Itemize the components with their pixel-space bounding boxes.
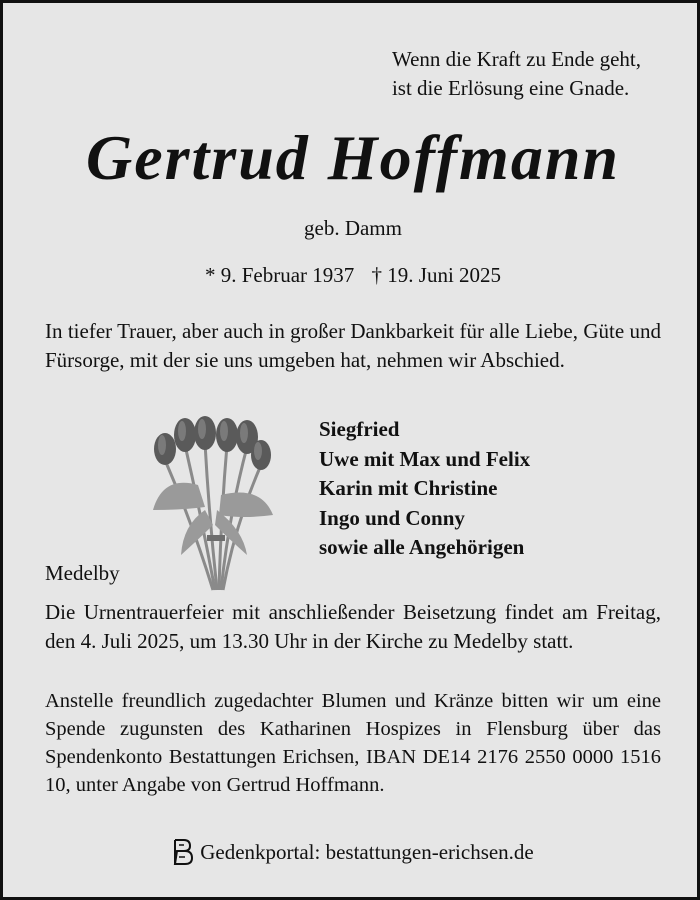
maiden-name: geb. Damm xyxy=(304,216,402,240)
mourner-2: Uwe mit Max und Felix xyxy=(319,446,531,471)
mourner-4: Ingo und Conny xyxy=(319,505,465,530)
mourner-1: Siegfried xyxy=(319,417,400,441)
intro-text: In tiefer Trauer, aber auch in großer Dankbarkeit für alle Liebe, Güte und Fürsorge, mit der sie uns umgeben hat, nehmen wir Abschied. xyxy=(45,319,661,372)
life-dates xyxy=(3,263,700,288)
deceased-name: Gertrud Hoffmann xyxy=(85,122,621,193)
birth-date: * 9. Februar 1937 xyxy=(204,263,355,287)
portal-link[interactable]: Gedenkportal: bestattungen-erichsen.de xyxy=(200,839,534,864)
death-date: † 19. Juni 2025 xyxy=(371,263,502,287)
mourner-5: sowie alle Angehörigen xyxy=(319,535,525,559)
mourner-3: Karin mit Christine xyxy=(319,476,498,500)
place-name: Medelby xyxy=(45,561,120,585)
motto-line-1: Wenn die Kraft zu Ende geht, xyxy=(391,47,641,71)
funeral-text: Die Urnentrauerfeier mit anschließender Beisetzung findet am Freitag, den 4. Juli 2025, um 13.30 Uhr in der Kirche zu Medelby statt. xyxy=(45,600,661,653)
be-logo-icon xyxy=(172,838,194,866)
motto xyxy=(392,45,641,103)
mourners-list xyxy=(319,415,530,563)
memorial-portal xyxy=(3,838,700,866)
motto-line-2: ist die Erlösung eine Gnade. xyxy=(391,76,630,100)
donation-text: Anstelle freundlich zugedachter Blumen und Kränze bitten wir um eine Spende zugunsten des Katharinen Hospizes in Flensburg über das Spendenkonto Bestattungen Erichsen, IBAN DE14 2176 2550 0000 1516 10, unter Angabe von Gertrud Hoffmann. xyxy=(45,690,661,796)
tulip-bouquet-icon xyxy=(143,415,283,595)
